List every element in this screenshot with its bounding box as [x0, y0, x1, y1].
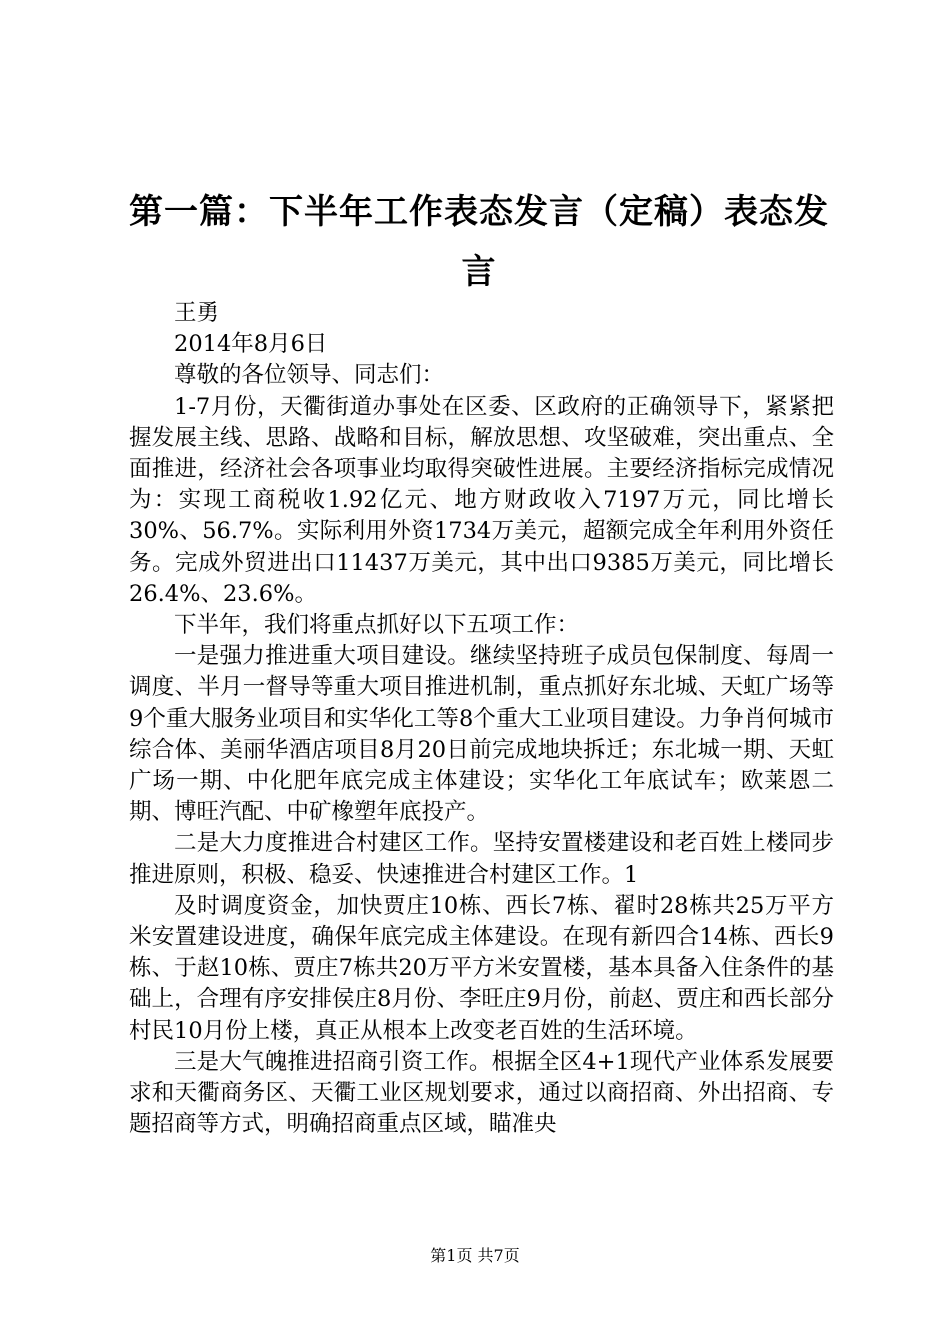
paragraph: 下半年，我们将重点抓好以下五项工作： [174, 612, 580, 639]
date-line: 2014年8月6日 [174, 331, 328, 358]
paragraph: 一是强力推进重大项目建设。继续坚持班子成员包保制度、每周一调度、半月一督导等重大项目推进机制，重点抓好东北城、天虹广场等9个重大服务业项目和实华化工等8个重大工业项目建设。力争肖何城市综合体、美丽华酒店项目8月20日前完成地块拆迁；东北城一期、天虹广场一期、中化肥年底完成主体建设；实华化工年底试车；欧莱恩二期、博旺汽配、中矿橡塑年底投产。 [129, 643, 834, 826]
paragraph: 及时调度资金，加快贾庄10栋、西长7栋、翟时28栋共25万平方米安置建设进度，确保年底完成主体建设。在现有新四合14栋、西长9栋、于赵10栋、贾庄7栋共20万平方米安置楼，基本具备入住条件的基础上，合理有序安排侯庄8月份、李旺庄9月份，前赵、贾庄和西长部分村民10月份上楼，真正从根本上改变老百姓的生活环境。 [129, 892, 834, 1044]
page-number: 第1页 共7页 [430, 1246, 520, 1265]
salutation: 尊敬的各位领导、同志们： [174, 362, 445, 389]
author-line: 王勇 [174, 300, 220, 326]
document-title: 第一篇：下半年工作表态发言（定稿）表态发言 [129, 192, 829, 292]
paragraph: 1-7月份，天衢街道办事处在区委、区政府的正确领导下，紧紧把握发展主线、思路、战略和目标，解放思想、攻坚破难，突出重点、全面推进，经济社会各项事业均取得突破性进展。主要经济指标完成情况为：实现工商税收1.92亿元、地方财政收入7197万元，同比增长30%、56.7%。实际利用外资1734万美元，超额完成全年利用外资任务。完成外贸进出口11437万美元，其中出口9385万美元，同比增长26.4%、23.6%。 [129, 393, 834, 607]
paragraph: 三是大气魄推进招商引资工作。根据全区4+1现代产业体系发展要求和天衢商务区、天衢工业区规划要求，通过以商招商、外出招商、专题招商等方式，明确招商重点区域，瞄准央 [129, 1048, 834, 1138]
paragraph: 二是大力度推进合村建区工作。坚持安置楼建设和老百姓上楼同步推进原则，积极、稳妥、快速推进合村建区工作。1 [129, 830, 834, 888]
document-body [129, 298, 834, 1140]
